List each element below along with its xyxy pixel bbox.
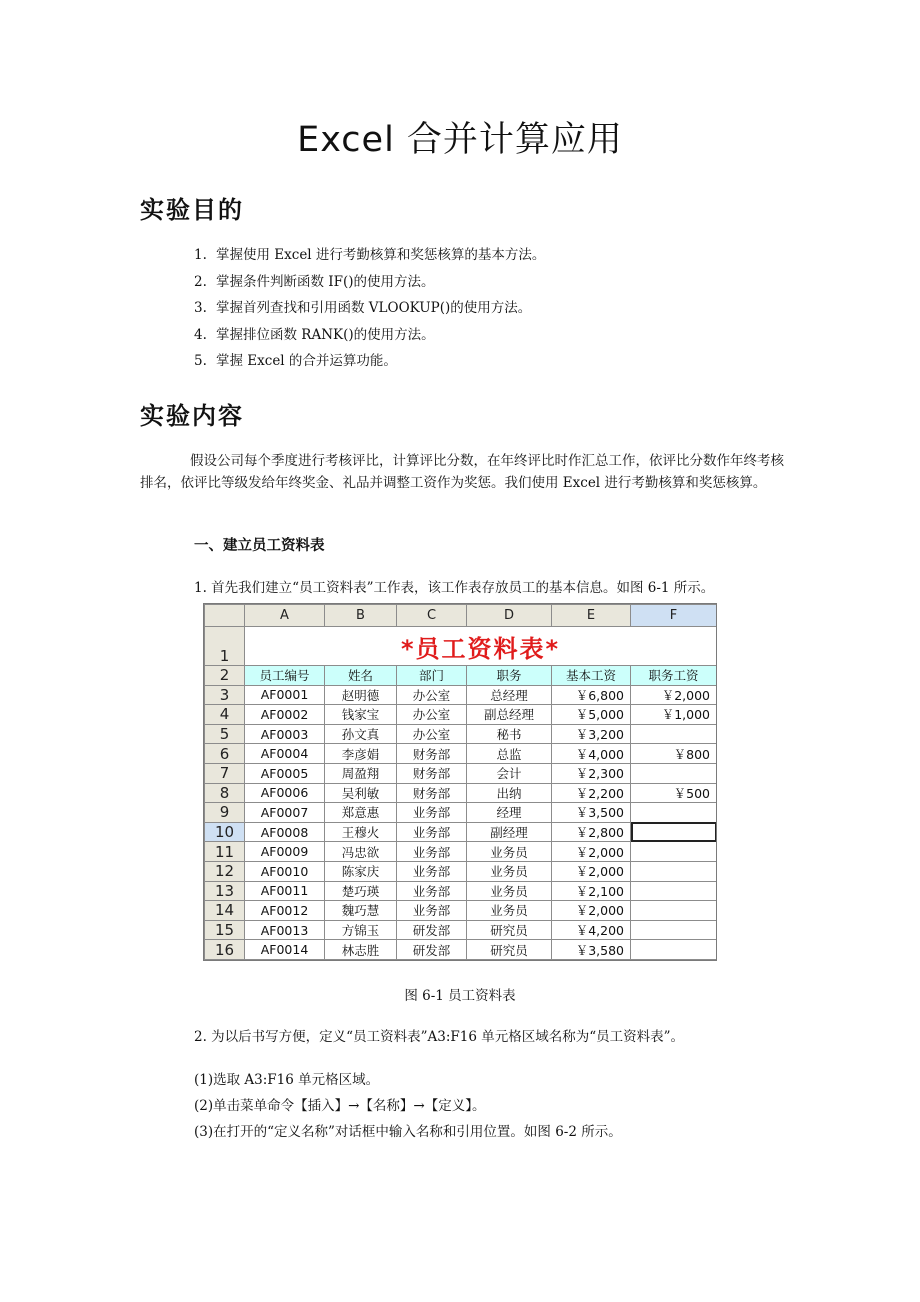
sheet-data-row	[205, 783, 717, 803]
column-header-f[interactable]: F	[631, 605, 717, 627]
row-header[interactable]: 7	[205, 763, 245, 783]
sheet-cell[interactable]: 财务部	[397, 783, 467, 803]
sheet-cell[interactable]: AF0013	[245, 920, 325, 940]
sheet-data-row	[205, 744, 717, 764]
step-2-text: 2. 为以后书写方便，定义“员工资料表”A3:F16 单元格区域名称为“员工资料表”。	[194, 1029, 685, 1045]
row-header[interactable]: 4	[205, 705, 245, 725]
page-title: Excel 合并计算应用	[297, 120, 623, 160]
sheet-cell[interactable]: 副总经理	[467, 705, 552, 725]
sheet-cell[interactable]: 业务员	[467, 842, 552, 862]
sheet-cell[interactable]: 研究员	[467, 920, 552, 940]
sheet-cell[interactable]: 研发部	[397, 920, 467, 940]
sheet-cell[interactable]: ￥2,000	[552, 861, 631, 881]
row-header[interactable]: 6	[205, 744, 245, 764]
sheet-data-row	[205, 822, 717, 842]
sheet-cell[interactable]: 办公室	[397, 705, 467, 725]
sheet-cell[interactable]: 钱家宝	[325, 705, 397, 725]
column-header-d[interactable]: D	[467, 605, 552, 627]
sheet-cell[interactable]: 研究员	[467, 940, 552, 960]
sheet-cell[interactable]: ￥2,200	[552, 783, 631, 803]
sheet-cell[interactable]: AF0010	[245, 861, 325, 881]
sheet-cell[interactable]: ￥2,000	[631, 685, 717, 705]
sheet-data-row	[205, 803, 717, 823]
sheet-cell[interactable]: ￥6,800	[552, 685, 631, 705]
column-header-c[interactable]: C	[397, 605, 467, 627]
sheet-cell[interactable]: 业务员	[467, 881, 552, 901]
row-header[interactable]: 15	[205, 920, 245, 940]
sheet-cell[interactable]: 会计	[467, 763, 552, 783]
sheet-title-row	[205, 627, 717, 666]
sheet-cell[interactable]: AF0002	[245, 705, 325, 725]
column-header-row	[205, 605, 717, 627]
sheet-cell[interactable]: ￥2,000	[552, 901, 631, 921]
row-header[interactable]: 8	[205, 783, 245, 803]
sheet-cell[interactable]	[631, 940, 717, 960]
sheet-cell[interactable]: ￥500	[631, 783, 717, 803]
row-header[interactable]: 12	[205, 861, 245, 881]
sheet-cell[interactable]: 业务部	[397, 842, 467, 862]
sheet-cell[interactable]: AF0003	[245, 724, 325, 744]
sheet-cell[interactable]: ￥4,000	[552, 744, 631, 764]
sheet-cell[interactable]	[631, 822, 717, 842]
sheet-cell[interactable]: 周盈翔	[325, 763, 397, 783]
sheet-cell[interactable]: ￥2,800	[552, 822, 631, 842]
sheet-cell[interactable]: AF0007	[245, 803, 325, 823]
header-cell[interactable]: 部门	[397, 666, 467, 686]
sheet-cell[interactable]	[631, 861, 717, 881]
sheet-header-row	[205, 666, 717, 686]
sheet-cell[interactable]: AF0005	[245, 763, 325, 783]
row-header[interactable]: 5	[205, 724, 245, 744]
content-heading: 实验内容	[140, 402, 244, 430]
sheet-cell[interactable]: AF0001	[245, 685, 325, 705]
sheet-cell[interactable]: 魏巧慧	[325, 901, 397, 921]
employee-spreadsheet	[203, 603, 717, 961]
sheet-cell[interactable]	[631, 901, 717, 921]
header-cell[interactable]: 员工编号	[245, 666, 325, 686]
column-header-a[interactable]: A	[245, 605, 325, 627]
row-header[interactable]: 16	[205, 940, 245, 960]
sheet-cell[interactable]: AF0009	[245, 842, 325, 862]
sheet-cell[interactable]: 秘书	[467, 724, 552, 744]
sheet-cell[interactable]: 方锦玉	[325, 920, 397, 940]
sheet-cell[interactable]: AF0012	[245, 901, 325, 921]
sheet-cell[interactable]: ￥4,200	[552, 920, 631, 940]
sheet-data-row	[205, 940, 717, 960]
sheet-data-row	[205, 724, 717, 744]
sheet-cell[interactable]: 业务部	[397, 901, 467, 921]
header-cell[interactable]: 基本工资	[552, 666, 631, 686]
sheet-cell[interactable]: 业务部	[397, 861, 467, 881]
sheet-data-row	[205, 901, 717, 921]
column-header-b[interactable]: B	[325, 605, 397, 627]
sheet-data-row	[205, 842, 717, 862]
sheet-cell[interactable]: 财务部	[397, 744, 467, 764]
sheet-data-row	[205, 763, 717, 783]
goal-item: 2. 掌握条件判断函数 IF()的使用方法。	[194, 273, 435, 290]
sheet-cell[interactable]: 研发部	[397, 940, 467, 960]
sheet-data-row	[205, 685, 717, 705]
sheet-cell[interactable]	[631, 724, 717, 744]
sheet-cell[interactable]: 办公室	[397, 724, 467, 744]
row-header[interactable]: 2	[205, 666, 245, 686]
sheet-cell[interactable]: ￥5,000	[552, 705, 631, 725]
select-all-corner[interactable]	[205, 605, 245, 627]
sheet-cell[interactable]: 办公室	[397, 685, 467, 705]
column-header-e[interactable]: E	[552, 605, 631, 627]
sheet-cell[interactable]: 李彦娟	[325, 744, 397, 764]
sheet-cell[interactable]: ￥2,100	[552, 881, 631, 901]
row-header[interactable]: 11	[205, 842, 245, 862]
sheet-cell[interactable]: ￥3,500	[552, 803, 631, 823]
sheet-cell[interactable]: 吴利敏	[325, 783, 397, 803]
sheet-title-cell[interactable]: *员工资料表*	[245, 627, 717, 666]
sheet-cell[interactable]: 陈家庆	[325, 861, 397, 881]
sheet-cell[interactable]: 王穆火	[325, 822, 397, 842]
sheet-cell[interactable]: 业务员	[467, 861, 552, 881]
sheet-cell[interactable]	[631, 920, 717, 940]
sheet-cell[interactable]: 业务员	[467, 901, 552, 921]
goal-item: 4. 掌握排位函数 RANK()的使用方法。	[194, 326, 435, 343]
row-header[interactable]: 9	[205, 803, 245, 823]
row-header[interactable]: 1	[205, 627, 245, 666]
sheet-cell[interactable]	[631, 881, 717, 901]
goal-item: 5. 掌握 Excel 的合并运算功能。	[194, 353, 397, 369]
sheet-cell[interactable]: 总监	[467, 744, 552, 764]
goals-list	[194, 242, 545, 375]
header-cell[interactable]: 姓名	[325, 666, 397, 686]
substep-1: (1)选取 A3:F16 单元格区域。	[194, 1072, 380, 1088]
substep-2: (2)单击菜单命令【插入】→【名称】→【定义】。	[194, 1098, 486, 1114]
sheet-cell[interactable]: 出纳	[467, 783, 552, 803]
sheet-data-row	[205, 881, 717, 901]
sheet-cell[interactable]: 副经理	[467, 822, 552, 842]
spreadsheet-grid	[204, 604, 717, 960]
sheet-data-row	[205, 861, 717, 881]
sheet-cell[interactable]: ￥2,300	[552, 763, 631, 783]
sheet-cell[interactable]: AF0004	[245, 744, 325, 764]
sheet-data-row	[205, 920, 717, 940]
sheet-cell[interactable]: 郑意惠	[325, 803, 397, 823]
row-header[interactable]: 13	[205, 881, 245, 901]
sheet-cell[interactable]: ￥1,000	[631, 705, 717, 725]
sheet-data-row	[205, 705, 717, 725]
sheet-cell[interactable]: ￥800	[631, 744, 717, 764]
sheet-cell[interactable]: ￥3,580	[552, 940, 631, 960]
sheet-cell[interactable]: 业务部	[397, 822, 467, 842]
sheet-cell[interactable]: 业务部	[397, 803, 467, 823]
header-cell[interactable]: 职务工资	[631, 666, 717, 686]
sheet-cell[interactable]: ￥2,000	[552, 842, 631, 862]
intro-paragraph: 假设公司每个季度进行考核评比，计算评比分数，在年终评比时作汇总工作，依评比分数作年终考核排名，依评比等级发给年终奖金、礼品并调整工资作为奖惩。我们使用 Excel 进行考勤核算和奖惩核算。	[140, 453, 784, 491]
sheet-cell[interactable]: AF0006	[245, 783, 325, 803]
sheet-cell[interactable]	[631, 842, 717, 862]
goal-item: 1. 掌握使用 Excel 进行考勤核算和奖惩核算的基本方法。	[194, 247, 546, 263]
sheet-body	[205, 685, 717, 959]
header-cell[interactable]: 职务	[467, 666, 552, 686]
sheet-cell[interactable]: AF0008	[245, 822, 325, 842]
substep-3: (3)在打开的“定义名称”对话框中输入名称和引用位置。如图 6-2 所示。	[194, 1124, 622, 1140]
sheet-cell[interactable]: 楚巧瑛	[325, 881, 397, 901]
sheet-cell[interactable]: ￥3,200	[552, 724, 631, 744]
section-subheading: 一、建立员工资料表	[194, 538, 325, 554]
sheet-cell[interactable]: 赵明德	[325, 685, 397, 705]
step-1-text: 1. 首先我们建立“员工资料表”工作表，该工作表存放员工的基本信息。如图 6-1 所示。	[194, 580, 715, 596]
row-header[interactable]: 14	[205, 901, 245, 921]
sheet-cell[interactable]	[631, 763, 717, 783]
figure-caption: 图 6-1 员工资料表	[404, 988, 516, 1004]
row-header[interactable]: 3	[205, 685, 245, 705]
sheet-cell[interactable]: 业务部	[397, 881, 467, 901]
goals-heading: 实验目的	[140, 196, 244, 224]
sheet-cell[interactable]: 孙文真	[325, 724, 397, 744]
sheet-cell[interactable]: AF0014	[245, 940, 325, 960]
sheet-cell[interactable]: 财务部	[397, 763, 467, 783]
sheet-cell[interactable]: 林志胜	[325, 940, 397, 960]
sheet-cell[interactable]: AF0011	[245, 881, 325, 901]
goal-item: 3. 掌握首列查找和引用函数 VLOOKUP()的使用方法。	[194, 300, 532, 316]
sheet-cell[interactable]: 冯忠欲	[325, 842, 397, 862]
sheet-cell[interactable]: 经理	[467, 803, 552, 823]
row-header[interactable]: 10	[205, 822, 245, 842]
sheet-cell[interactable]: 总经理	[467, 685, 552, 705]
sheet-cell[interactable]	[631, 803, 717, 823]
